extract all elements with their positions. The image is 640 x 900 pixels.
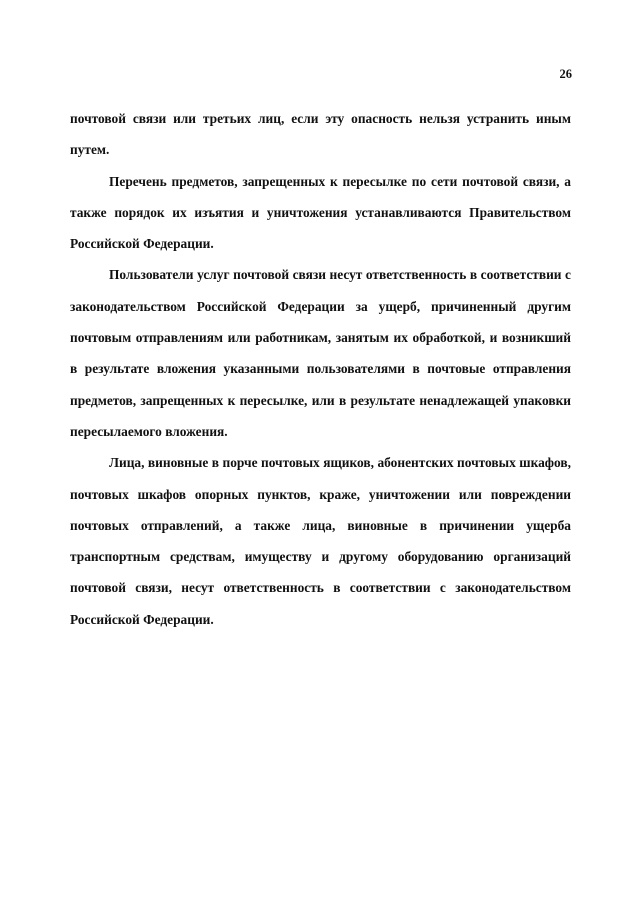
body-text: [70, 103, 571, 635]
paragraph-continuation: почтовой связи или третьих лиц, если эту опасность нельзя устранить иным путем.: [70, 111, 571, 158]
page-number: 26: [559, 67, 572, 81]
paragraph-damage-liability: Лица, виновные в порче почтовых ящиков, абонентских почтовых шкафов, почтовых шкафов опорных пунктов, краже, уничтожении или повреждении почтовых отправлений, а также лица, виновные в причинении ущерба транспортным средствам, имуществу и другому оборудованию организаций почтовой связи, несут ответственность в соответствии с законодательством Российской Федерации.: [70, 455, 571, 627]
paragraph-prohibited-items: Перечень предметов, запрещенных к пересылке по сети почтовой связи, а также порядок их изъятия и уничтожения устанавливаются Правительством Российской Федерации.: [70, 173, 571, 252]
paragraph-user-liability: Пользователи услуг почтовой связи несут ответственность в соответствии с законодательством Российской Федерации за ущерб, причиненный другим почтовым отправлениям или работникам, занятым их обработкой, и возникший в результате вложения указанными пользователями в почтовые отправления предметов, запрещенных к пересылке, или в результате ненадлежащей упаковки пересылаемого вложения.: [70, 267, 571, 439]
